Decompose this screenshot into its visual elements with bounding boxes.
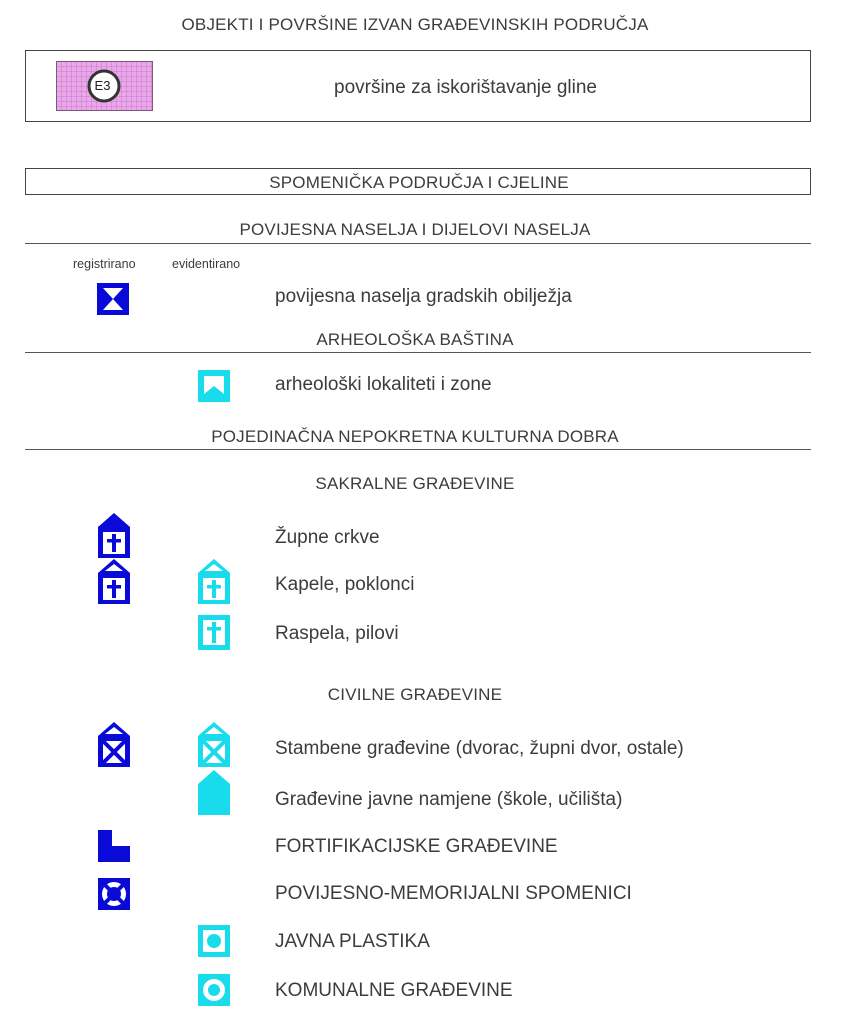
fortification-icon <box>98 830 130 862</box>
col-registered-label: registrirano <box>73 257 136 271</box>
section-monuments-title: SPOMENIČKA PODRUČJA I CJELINE <box>269 173 569 192</box>
memorial-icon <box>98 878 130 910</box>
civil-item-label: JAVNA PLASTIKA <box>275 931 430 952</box>
clay-badge: E3 <box>94 78 111 93</box>
civil-item-label: Građevine javne namjene (škole, učilišta) <box>275 789 623 810</box>
residential-building-icon <box>98 722 130 767</box>
section-outside-title: OBJEKTI I POVRŠINE IZVAN GRAĐEVINSKIH PODRUČJA <box>181 15 649 34</box>
sacral-item-label: Raspela, pilovi <box>275 623 399 644</box>
section-immovable-title: POJEDINAČNA NEPOKRETNA KULTURNA DOBRA <box>211 427 619 446</box>
archaeology-title: ARHEOLOŠKA BAŠTINA <box>316 330 514 349</box>
archaeological-site-icon <box>198 370 230 402</box>
divider <box>25 449 811 450</box>
clay-legend-box <box>25 50 811 122</box>
parish-church-icon <box>98 513 130 558</box>
hourglass-square-icon <box>97 283 129 315</box>
civil-title: CIVILNE GRAĐEVINE <box>327 685 503 704</box>
chapel-icon <box>98 559 130 604</box>
sacral-item-label: Župne crkve <box>275 527 380 548</box>
civil-item-label: KOMUNALNE GRAĐEVINE <box>275 980 513 1001</box>
section-monuments-box <box>25 168 811 195</box>
public-sculpture-icon <box>198 925 230 957</box>
historic-settlements-title: POVIJESNA NASELJA I DIJELOVI NASELJA <box>239 220 591 239</box>
civil-item-label: POVIJESNO-MEMORIJALNI SPOMENICI <box>275 883 632 904</box>
civil-item-label: Stambene građevine (dvorac, župni dvor, ostale) <box>275 738 684 759</box>
sacral-item-label: Kapele, poklonci <box>275 574 415 595</box>
crucifix-icon <box>198 615 230 650</box>
sacral-title: SAKRALNE GRAĐEVINE <box>315 474 515 493</box>
urban-settlement-label: povijesna naselja gradskih obilježja <box>275 286 572 307</box>
public-building-icon <box>198 770 230 815</box>
clay-label: površine za iskorištavanje gline <box>334 77 597 98</box>
chapel-icon <box>198 559 230 604</box>
civil-item-label: FORTIFIKACIJSKE GRAĐEVINE <box>275 836 558 857</box>
communal-building-icon <box>198 974 230 1006</box>
col-evidenced-label: evidentirano <box>172 257 241 271</box>
residential-building-icon <box>198 722 230 767</box>
divider <box>25 243 811 244</box>
divider <box>25 352 811 353</box>
archaeological-sites-label: arheološki lokaliteti i zone <box>275 374 492 395</box>
